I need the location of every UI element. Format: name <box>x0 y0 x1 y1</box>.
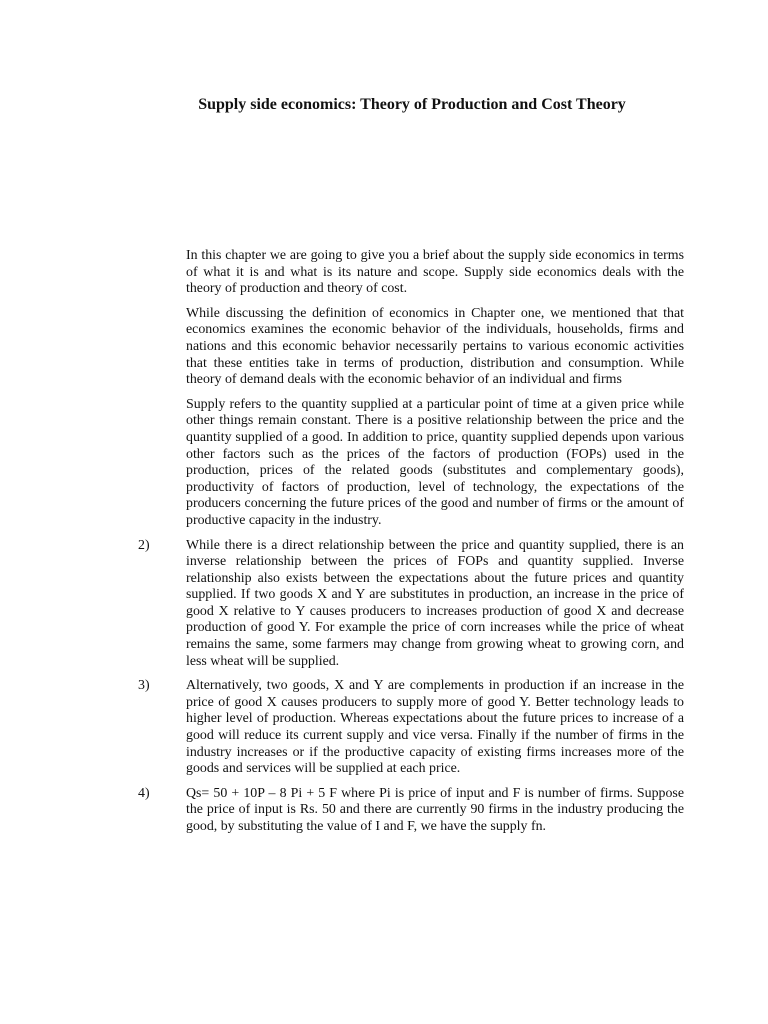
paragraph-number: 2) <box>138 537 150 553</box>
paragraph-number: 4) <box>138 785 150 801</box>
paragraph-item-3 <box>138 678 684 778</box>
paragraph-text: Alternatively, two goods, X and Y are complements in production if an increase in the price of good X causes producers to supply more of good Y. Better technology leads to higher level of production. Whereas expectations about the future prices to increase of a good will reduce its current supply and vice versa. Finally if the number of firms in the industry increases or if the productive capacity of existing firms increases more of the goods and services will be supplied at each price. <box>186 678 684 777</box>
paragraph-text: Supply refers to the quantity supplied at a particular point of time at a given price while other things remain constant. There is a positive relationship between the price and the quantity supplied of a good. In addition to price, quantity supplied depends upon various other factors such as the prices of the factors of production (FOPs) used in the production, prices of the related goods (substitutes and complementary goods), productivity of factors of production, level of technology, the expectations of the producers concerning the future prices of the good and number of firms or the amount of productive capacity in the industry. <box>186 396 684 528</box>
paragraph-text: Qs= 50 + 10P – 8 Pi + 5 F where Pi is price of input and F is number of firms. Suppose the price of input is Rs. 50 and there are currently 90 firms in the industry producing the good, by substituting the value of I and F, we have the supply fn. <box>186 785 684 834</box>
paragraph-item-4 <box>138 785 684 836</box>
document-body <box>138 248 684 844</box>
paragraph-item-2 <box>138 537 684 671</box>
paragraph-supply <box>186 397 684 530</box>
paragraph-number: 3) <box>138 678 150 694</box>
paragraph-definition <box>186 306 684 389</box>
paragraph-text: While discussing the definition of economics in Chapter one, we mentioned that that economics examines the economic behavior of the individuals, households, firms and nations and this economic behavior necessarily pertains to various economic activities that these entities take in terms of production, distribution and consumption. While theory of demand deals with the economic behavior of an individual and firms <box>186 305 684 388</box>
paragraph-text: While there is a direct relationship between the price and quantity supplied, there is an inverse relationship between the prices of FOPs and quantity supplied. Inverse relationship also exists between the expectations about the future prices and quantity supplied. If two goods X and Y are substitutes in production, an increase in the price of good X relative to Y causes producers to increases production of good X and decrease production of good Y. For example the price of corn increases while the price of wheat remains the same, some farmers may change from growing wheat to growing corn, and less wheat will be supplied. <box>186 537 684 669</box>
document-title: Supply side economics: Theory of Production and Cost Theory <box>198 96 626 113</box>
paragraph-text: In this chapter we are going to give you a brief about the supply side economics in terms of what it is and what is its nature and scope. Supply side economics deals with the theory of production and theory of cost. <box>186 248 684 297</box>
paragraph-intro <box>186 248 684 298</box>
